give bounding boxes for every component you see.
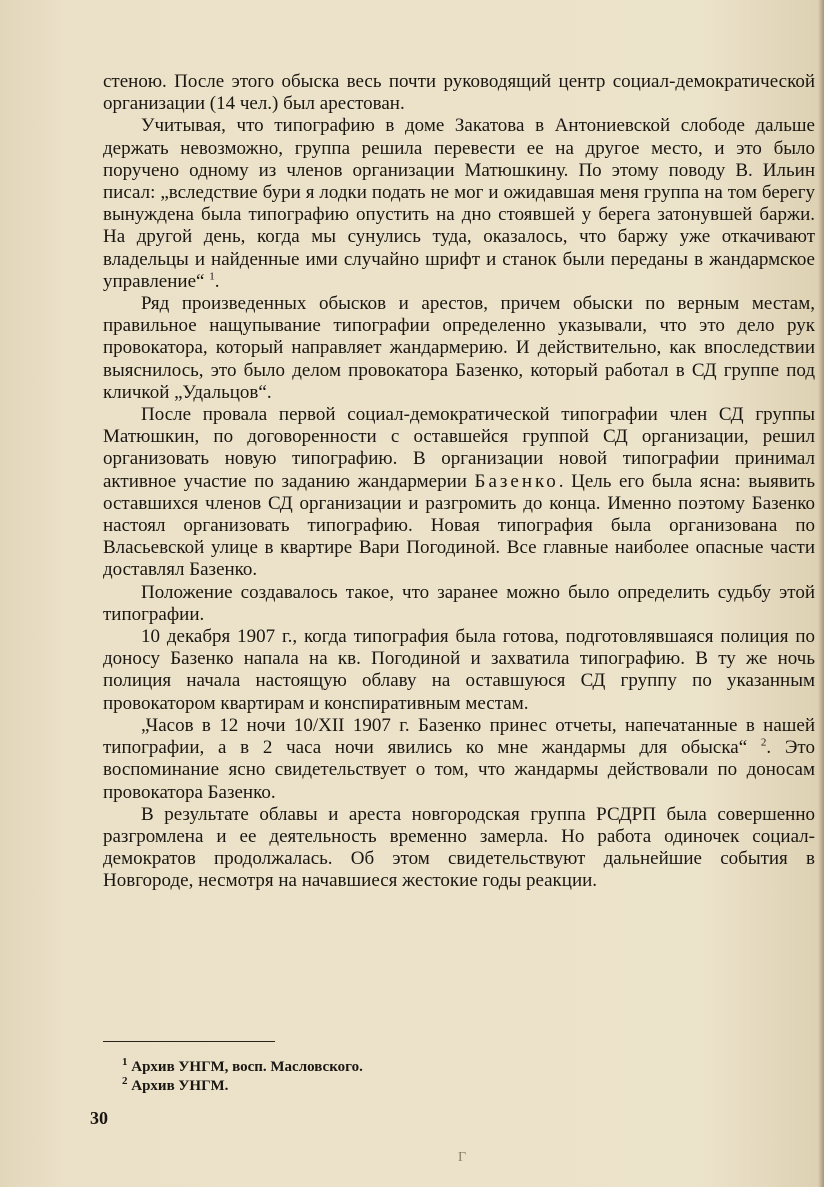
- footnote-ref: 1: [209, 270, 215, 283]
- paragraph: стеною. После этого обыска весь почти руководящий центр социал-демократической организации (14 чел.) был арестован.: [103, 71, 815, 115]
- footnote-divider: [103, 1041, 275, 1042]
- footnote-text: Архив УНГМ.: [131, 1078, 229, 1094]
- paragraph-text: „Часов в 12 ночи 10/XII 1907 г. Базенко принес отчеты, напечатанные в нашей типографии, а в 2 часа ночи явились ко мне жандармы для обыска“: [103, 714, 815, 759]
- paragraph: Ряд произведенных обысков и арестов, причем обыски по верным местам, правильное нащупывание типографии определенно указывали, что это дело рук провокатора, который направляет жандармерию. И действительно, как впоследствии выяснилось, это было делом провокатора Базенко, который работал в СД группе под кличкой „Удальцов“.: [103, 293, 815, 403]
- paragraph: В результате облавы и ареста новгородская группа РСДРП была совершенно разгромлена и ее деятельность временно замерла. Но работа одиночек социал-демократов продолжалась. Об этом свидетельствуют дальнейшие события в Новгороде, несмотря на начавшиеся жестокие годы реакции.: [103, 803, 815, 892]
- footnote: [122, 1077, 622, 1096]
- page-number: 30: [90, 1108, 108, 1128]
- paragraph: [103, 404, 815, 582]
- stray-mark: Г: [458, 1150, 467, 1165]
- footnote-mark: 2: [122, 1075, 128, 1087]
- footnote: [122, 1058, 622, 1077]
- footnote-text: Архив УНГМ, восп. Масловского.: [131, 1059, 363, 1075]
- paragraph-text: После провала первой социал-демократической типографии член СД группы Матюшкин, по договоренности с оставшейся группой СД организации, решил организовать новую типографию. В организации новой типографии принимал активное участие по заданию жандармерии: [103, 404, 815, 492]
- paragraph-text: Учитывая, что типографию в доме Закатова в Антониевской слободе дальше держать невозможно, группа решила перевести ее на другое место, и это было поручено одному из членов организации Матюшкину. По этому поводу В. Ильин писал: „вследствие бури я лодки подать не мог и ожидавшая меня группа на том берегу вынуждена была типографию опустить на дно стоявшей у берега затонувшей баржи. На другой день, когда мы сунулись туда, оказалось, что баржу уже откачивают владельцы и найденные ими случайно шрифт и станок были переданы в жандармское управление“: [103, 115, 815, 292]
- paragraph: 10 декабря 1907 г., когда типография была готова, подготовлявшаяся полиция по доносу Базенко напала на кв. Погодиной и захватила типографию. В ту же ночь полиция начала настоящую облаву на оставшуюся СД группу по указанным провокатором квартирам и конспиративным местам.: [103, 626, 815, 714]
- footnote-ref: 2: [760, 736, 767, 749]
- paragraph-text: . Это воспоминание ясно свидетельствует о том, что жандармы действовали по доносам провокатора Базенко.: [103, 737, 815, 803]
- footnotes: [122, 1058, 622, 1096]
- paragraph: [103, 715, 815, 804]
- paragraph-text: . Цель его была ясна: выявить оставшихся членов СД организации и разгромить до конца. Именно поэтому Базенко настоял организовать типографию. Новая типография была организована по Власьевской улице в квартире Вари Погодиной. Все главные наиболее опасные части доставлял Базенко.: [103, 470, 815, 581]
- emphasized-name: Базенко: [474, 470, 559, 492]
- paragraph: Учитывая, что типографию в доме Закатова в Антониевской слободе дальше держать невозможно, группа решила перевести ее на другое место, и это было поручено одному из членов организации Матюшкину. По этому поводу В. Ильин писал: „вследствие бури я лодки подать не мог и ожидавшая меня группа на том берегу вынуждена была типографию опустить на дно стоявшей у берега затонувшей баржи. На другой день, когда мы сунулись туда, оказалось, что баржу уже откачивают владельцы и найденные ими случайно шрифт и станок были переданы в жандармское управление“ $^1$.: [103, 115, 815, 292]
- main-text: [103, 71, 815, 893]
- footnote-mark: 1: [122, 1056, 128, 1068]
- paragraph: Положение создавалось такое, что заранее можно было определить судьбу этой типографии.: [103, 581, 815, 625]
